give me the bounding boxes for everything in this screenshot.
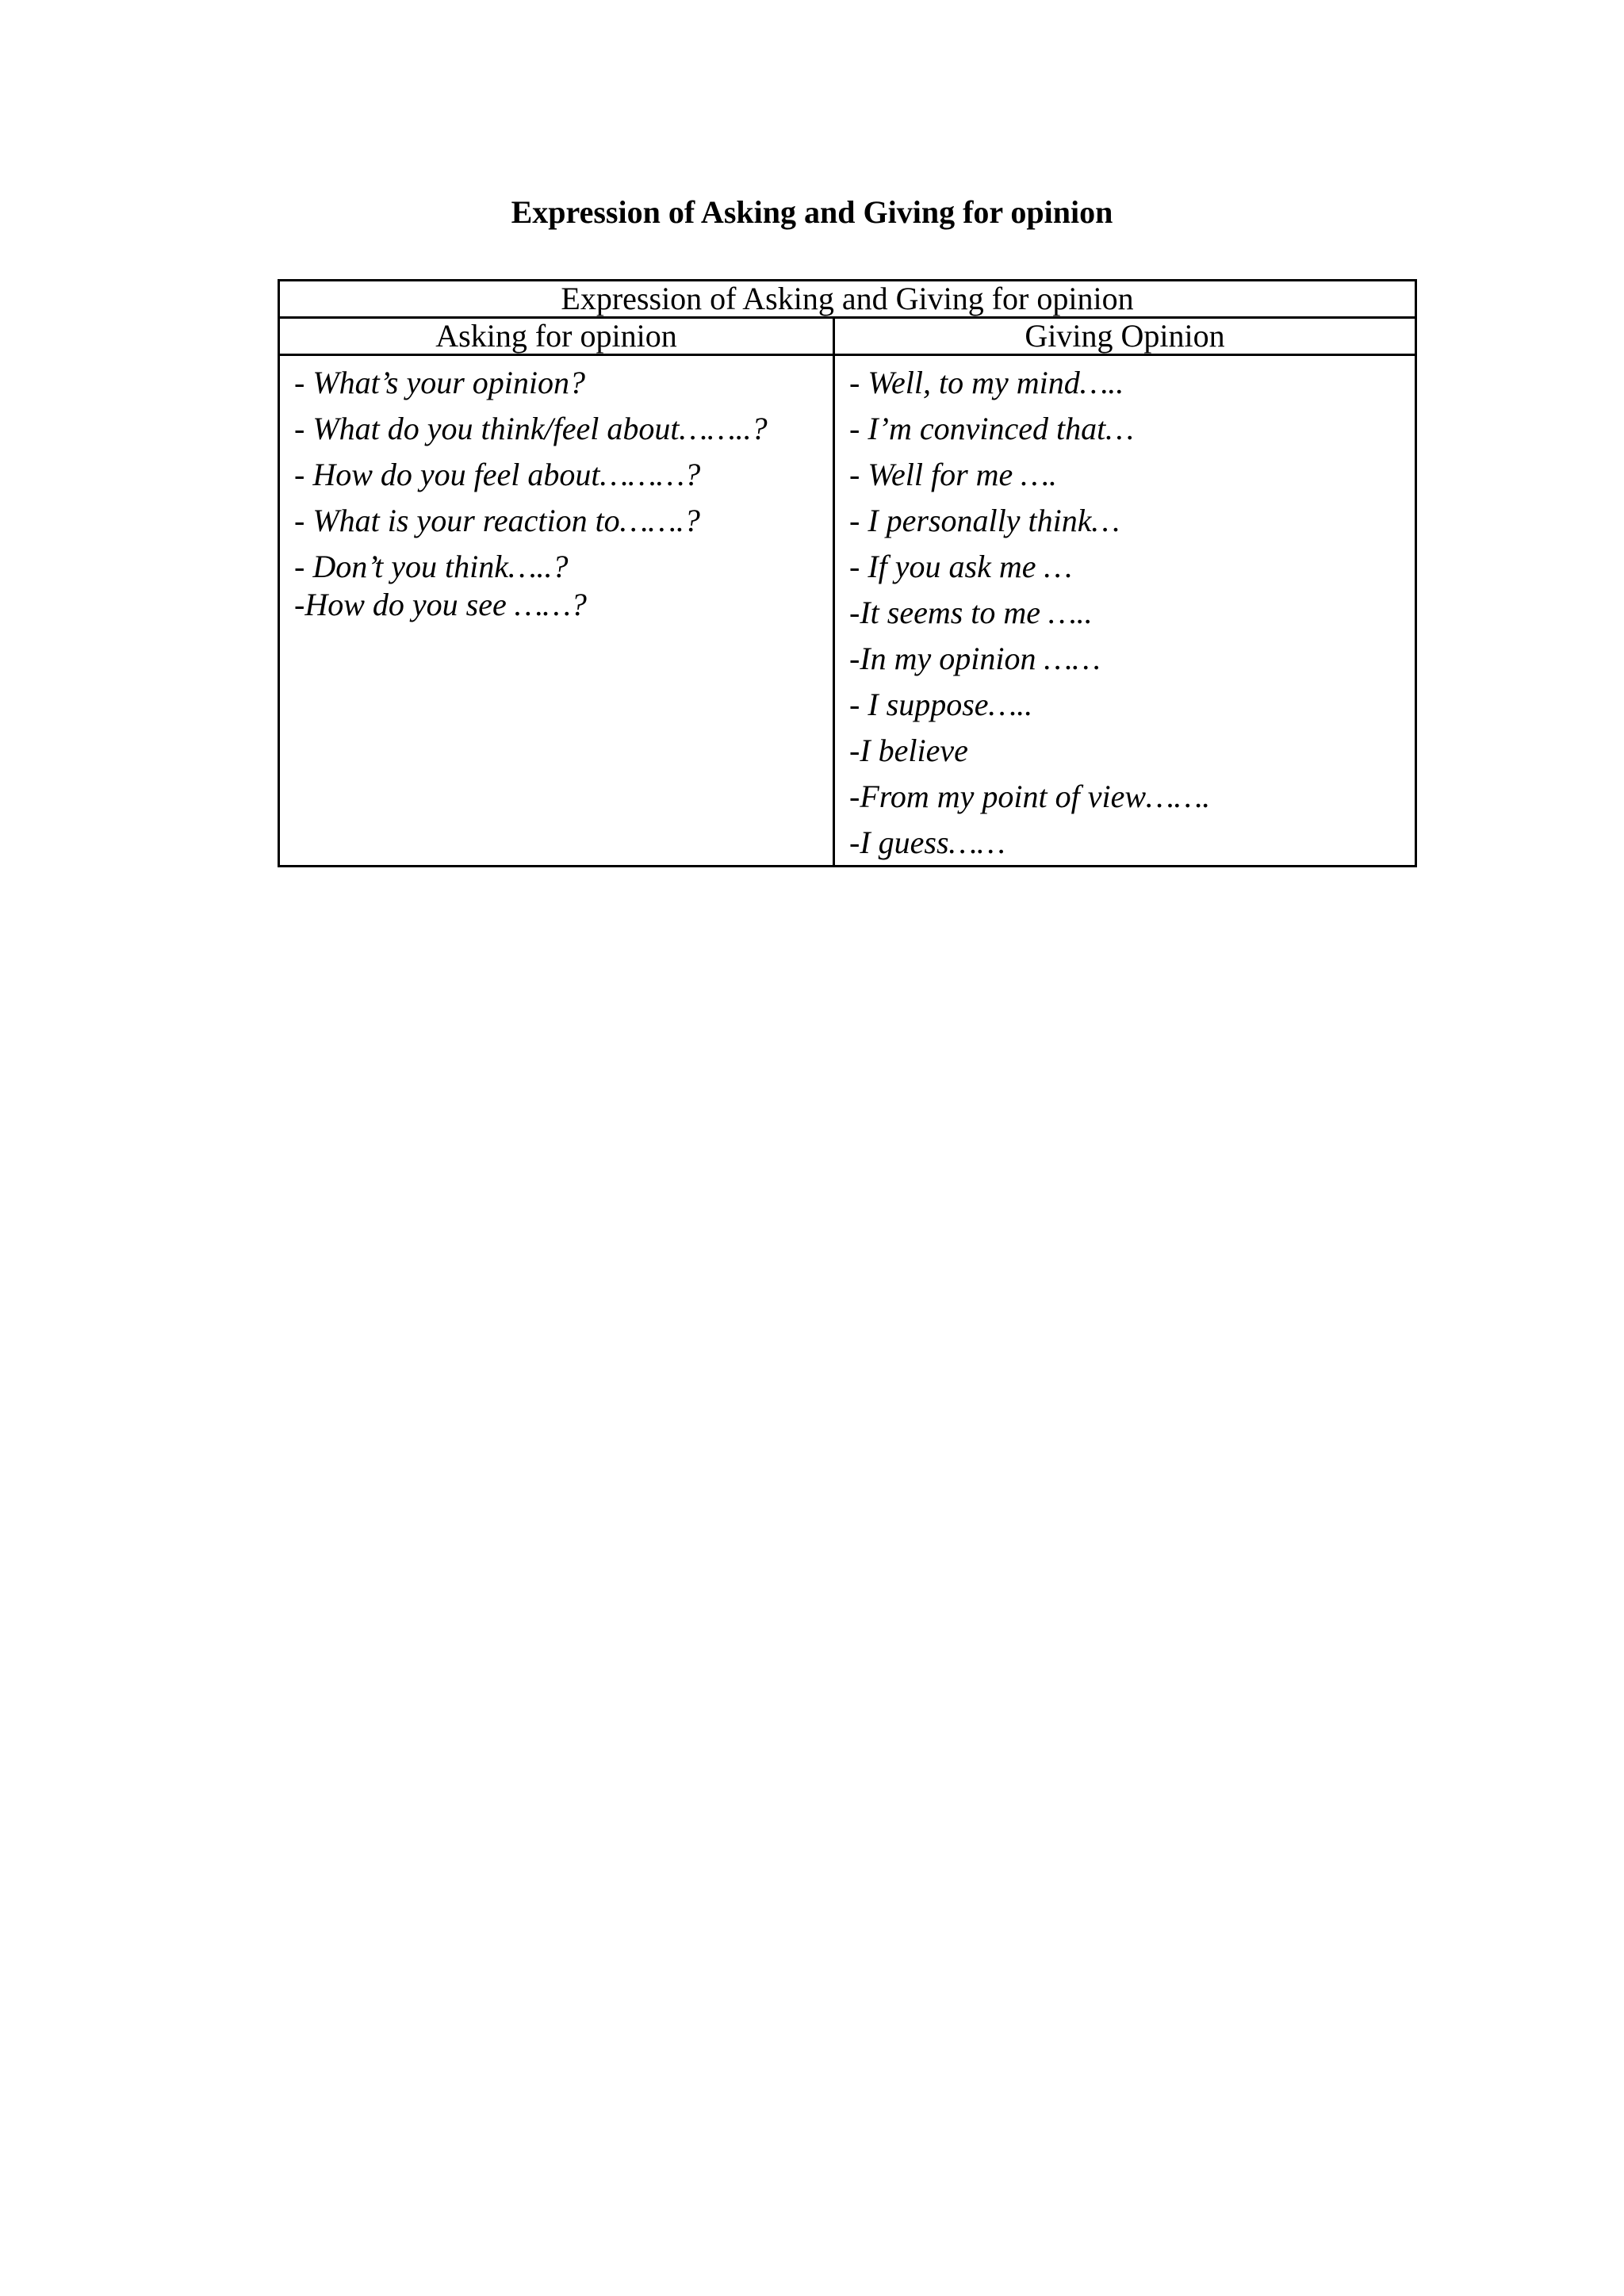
table-heading: Expression of Asking and Giving for opinion (279, 281, 1416, 318)
asking-phrase: - Don’t you think…..? (294, 549, 569, 584)
giving-phrase: - If you ask me … (849, 549, 1073, 584)
giving-phrase: - I personally think… (849, 503, 1120, 538)
giving-phrases-cell (834, 355, 1416, 867)
giving-column-heading: Giving Opinion (834, 318, 1416, 355)
asking-phrase: - What is your reaction to…….? (294, 503, 700, 538)
giving-phrase: - I’m convinced that… (849, 411, 1134, 446)
giving-phrase: -I guess…… (849, 825, 1005, 860)
asking-phrases-cell (279, 355, 834, 867)
asking-phrase-list (294, 364, 833, 624)
giving-phrase: -It seems to me ….. (849, 595, 1093, 630)
page-title: Expression of Asking and Giving for opinion (511, 194, 1113, 230)
column-heading-row (279, 318, 1416, 355)
asking-phrase: -How do you see ……? (294, 587, 587, 622)
giving-phrase: -From my point of view……. (849, 779, 1211, 814)
opinion-expressions-table (278, 279, 1417, 867)
giving-phrase: - I suppose….. (849, 687, 1033, 722)
table-heading-row (279, 281, 1416, 318)
giving-phrase: - Well for me …. (849, 457, 1057, 492)
asking-phrase: - What do you think/feel about……..? (294, 411, 768, 446)
asking-phrase: - What’s your opinion? (294, 365, 586, 400)
giving-phrase: - Well, to my mind….. (849, 365, 1124, 400)
phrases-row (279, 355, 1416, 867)
giving-phrase: -I believe (849, 733, 968, 768)
asking-column-heading: Asking for opinion (279, 318, 834, 355)
giving-phrase-list (849, 364, 1415, 862)
asking-phrase: - How do you feel about………? (294, 457, 701, 492)
giving-phrase: -In my opinion …… (849, 641, 1101, 676)
